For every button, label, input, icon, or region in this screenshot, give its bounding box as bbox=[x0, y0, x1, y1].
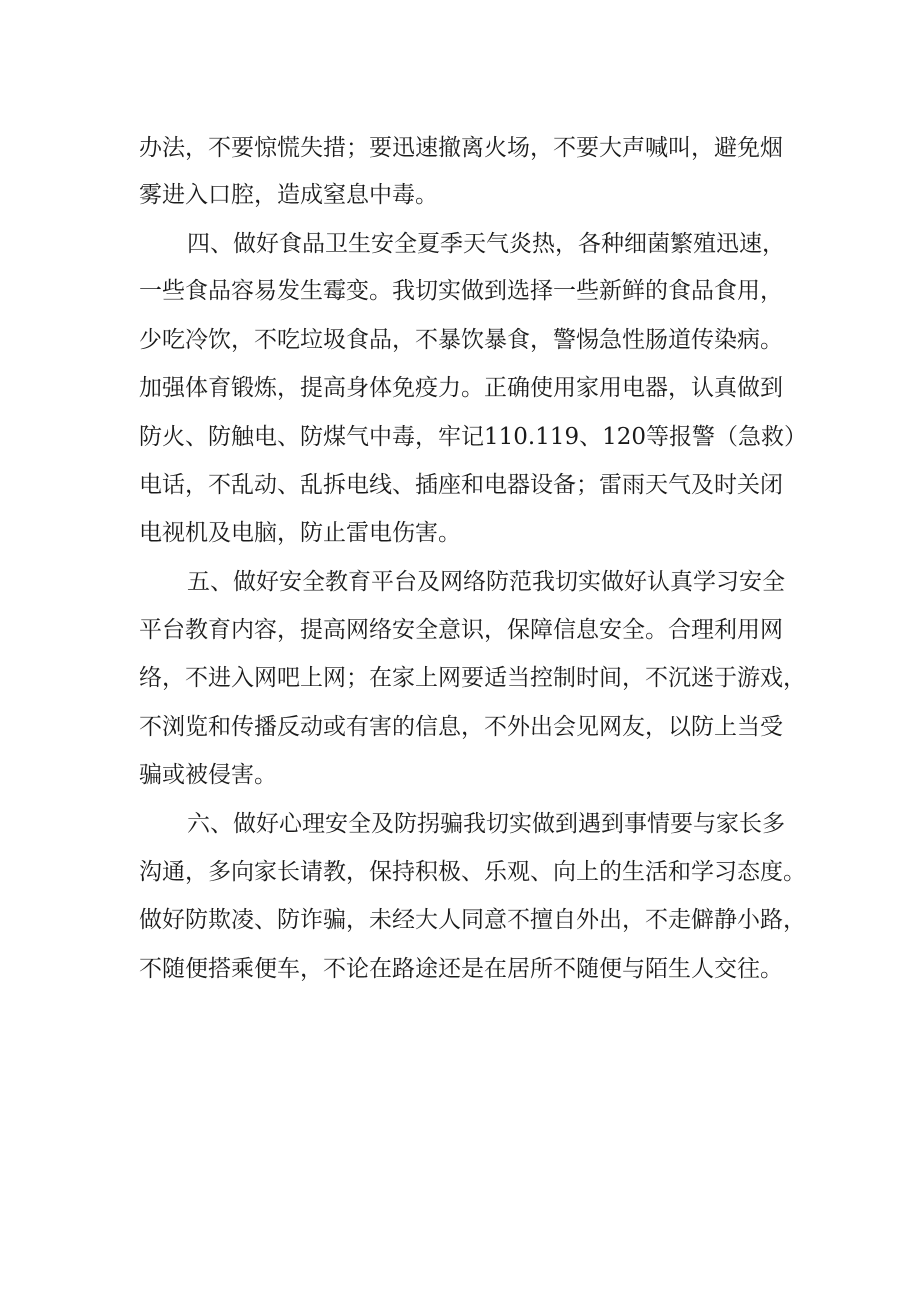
text-line: 一些食品容易发生霉变。我切实做到选择一些新鲜的食品食用， bbox=[139, 278, 783, 304]
text-line: 电话，不乱动、乱拆电线、插座和电器设备；雷雨天气及时关闭 bbox=[139, 472, 783, 498]
text-line: 络，不进入网吧上网；在家上网要适当控制时间，不沉迷于游戏， bbox=[139, 665, 806, 691]
text-line: 电视机及电脑，防止雷电伤害。 bbox=[139, 520, 461, 546]
text-line: 平台教育内容，提高网络安全意识，保障信息安全。合理利用网 bbox=[139, 617, 783, 643]
text-line: 做好防欺凌、防诈骗，未经大人同意不擅自外出，不走僻静小路， bbox=[139, 907, 806, 933]
paragraph-start-line: 四、做好食品卫生安全夏季天气炎热，各种细菌繁殖迅速， bbox=[187, 231, 785, 257]
text-line: 不随便搭乘便车，不论在路途还是在居所不随便与陌生人交往。 bbox=[139, 956, 783, 982]
text-line: 不浏览和传播反动或有害的信息，不外出会见网友，以防上当受 bbox=[139, 714, 783, 740]
text-line: 办法，不要惊慌失措；要迅速撤离火场，不要大声喊叫，避免烟 bbox=[139, 135, 783, 161]
text-line: 沟通，多向家长请教，保持积极、乐观、向上的生活和学习态度。 bbox=[139, 859, 806, 885]
paragraph-start-line: 六、做好心理安全及防拐骗我切实做到遇到事情要与家长多 bbox=[187, 811, 785, 837]
text-line: 加强体育锻炼，提高身体免疫力。正确使用家用电器，认真做到 bbox=[139, 375, 783, 401]
text-line: 骗或被侵害。 bbox=[139, 762, 277, 788]
paragraph-start-line: 五、做好安全教育平台及网络防范我切实做好认真学习安全 bbox=[187, 569, 785, 595]
text-line: 雾进入口腔，造成窒息中毒。 bbox=[139, 182, 438, 208]
text-line: 防火、防触电、防煤气中毒，牢记110.119、120等报警（急救） bbox=[139, 424, 808, 450]
text-line: 少吃冷饮，不吃垃圾食品，不暴饮暴食，警惕急性肠道传染病。 bbox=[139, 327, 783, 353]
